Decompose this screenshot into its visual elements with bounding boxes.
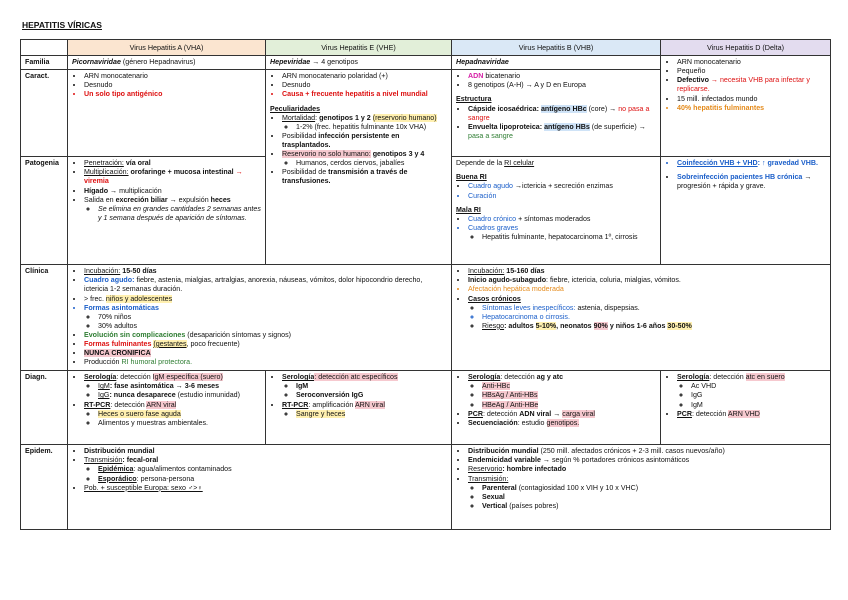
- list-item: • Cuadro crónico + síntomas moderados: [468, 215, 656, 224]
- list-item: ◦ Se elimina en grandes cantidades 2 semanas antes y 1 semana después de aparición de síntomas.: [98, 205, 261, 223]
- row-label-caract: Caract.: [21, 70, 68, 157]
- clinica-vha-vhe: [68, 265, 452, 371]
- list-item: • Un solo tipo antigénico: [84, 90, 261, 99]
- list-item: • Transmisión: fecal-oral ◦ Epidémica: agua/alimentos contaminados ◦ Esporádico: persona-persona: [84, 456, 447, 483]
- familia-vhb-name: Hepadnaviridae: [456, 58, 509, 67]
- list-item: • RT-PCR: amplificación ARN viral ◦ Sangre y heces: [282, 401, 447, 419]
- list-item: • Desnudo: [84, 81, 261, 90]
- epidem-vhb-vhd: [452, 445, 831, 530]
- row-epidem: [21, 445, 831, 530]
- patogenia-intro: Depende de la RI celular: [456, 159, 535, 168]
- list-item: • Afectación hepática moderada: [468, 285, 826, 294]
- list-item: • Cápside icosaédrica: antígeno HBc (core) → no pasa a sangre: [468, 105, 656, 123]
- list-item: • > frec. niños y adolescentes: [84, 295, 447, 304]
- row-diagn: [21, 371, 831, 445]
- list-item: ◦ Seroconversión IgG: [296, 391, 447, 400]
- hepatitis-table: [20, 39, 831, 530]
- list-item: • Distribución mundial (250 mill. afectados crónicos + 2-3 mill. casos nuevos/año): [468, 447, 826, 456]
- list-item: • Hígado → multiplicación: [84, 187, 261, 196]
- list-item: • Cuadro agudo →ictericia + secreción enzimas: [468, 182, 656, 191]
- list-item: ◦ 30% adultos: [98, 322, 447, 331]
- list-item: • Envuelta lipoproteica: antígeno HBs (de superficie) → pasa a sangre: [468, 123, 656, 141]
- list-item: • Formas fulminantes (gestantes, poco frecuente): [84, 340, 447, 349]
- list-item: ◦ IgM: fase asintomática → 3-6 meses: [98, 382, 261, 391]
- list-item: ◦ Vertical (países pobres): [482, 502, 826, 511]
- list-item: ◦ Hepatitis fulminante, hepatocarcinoma 1º, cirrosis: [482, 233, 656, 242]
- header-row: [21, 40, 831, 56]
- list-item: • RT-PCR: detección ARN viral ◦ Heces o suero fase aguda ◦ Alimentos y muestras ambientales.: [84, 401, 261, 428]
- caract-vha: [68, 70, 266, 157]
- estructura-label: Estructura: [456, 95, 492, 104]
- list-item: ◦ Síntomas leves inespecíficos: astenia, dispepsias.: [482, 304, 826, 313]
- list-item: • ADN bicatenario: [468, 72, 656, 81]
- list-item: • PCR: detección ADN viral → carga viral: [468, 410, 656, 419]
- list-item: • Cuadros graves ◦ Hepatitis fulminante, hepatocarcinoma 1º, cirrosis: [468, 224, 656, 242]
- list-item: • Serología: detección ag y atc ◦ Anti-HBc ◦ HBsAg / Anti-HBs ◦ HBeAg / Anti-HBe: [468, 373, 656, 409]
- list-item: ◦ Hepatocarcinoma o cirrosis.: [482, 313, 826, 322]
- header-vha: Virus Hepatitis A (VHA): [68, 40, 266, 56]
- familia-vhb: [452, 56, 661, 70]
- list-item: ◦ IgM: [296, 382, 447, 391]
- list-item: • ARN monocatenario polaridad (+): [282, 72, 447, 81]
- list-item: • Serología: detección atc específicos ◦ IgM ◦ Seroconversión IgG: [282, 373, 447, 400]
- list-item: ◦ HBsAg / Anti-HBs: [482, 391, 656, 400]
- familia-vhe-rest: → 4 genotipos: [312, 58, 358, 67]
- list-item: • Formas asintomáticas ◦ 70% niños ◦ 30% adultos: [84, 304, 447, 331]
- list-item: • Evolución sin complicaciones (desaparición síntomas y signos): [84, 331, 447, 340]
- row-label-diagn: Diagn.: [21, 371, 68, 445]
- list-item: • Transmisión: ◦ Parenteral (contagiosidad 100 x VIH y 10 x VHC) ◦ Sexual ◦ Vertical (países pobres): [468, 475, 826, 511]
- row-label-epidem: Epidem.: [21, 445, 68, 530]
- list-item: • Desnudo: [282, 81, 447, 90]
- list-item: ◦ Esporádico: persona-persona: [98, 475, 447, 484]
- list-item: • NUNCA CRONIFICA: [84, 349, 447, 358]
- list-item: • Multiplicación: orofaringe + mucosa intestinal → viremia: [84, 168, 261, 186]
- familia-vha: [68, 56, 266, 70]
- list-item: • Inicio agudo-subagudo: fiebre, ictericia, coluria, mialgias, vómitos.: [468, 276, 826, 285]
- list-item: ◦ IgG: nunca desaparece (estudio inmunidad): [98, 391, 261, 400]
- list-item: ◦ Ac VHD: [691, 382, 826, 391]
- familia-vhe: [266, 56, 452, 70]
- list-item: ◦ Sexual: [482, 493, 826, 502]
- list-item: • Distribución mundial: [84, 447, 447, 456]
- list-item: • 15 mill. infectados mundo: [677, 95, 826, 104]
- list-item: • Penetración: vía oral: [84, 159, 261, 168]
- diagn-vhe: [266, 371, 452, 445]
- diagn-vha: [68, 371, 266, 445]
- list-item: • Casos crónicos ◦ Síntomas leves inespecíficos: astenia, dispepsias. ◦ Hepatocarcinoma o cirrosis. ◦ Riesgo: adultos 5-10%, neonatos 90% y niños 1-6 años 30-50%: [468, 295, 826, 331]
- list-item: • Causa + frecuente hepatitis a nivel mundial: [282, 90, 447, 99]
- list-item: • 40% hepatitis fulminantes: [677, 104, 826, 113]
- list-item: ◦ Anti-HBc: [482, 382, 656, 391]
- clinica-vhb-vhd: [452, 265, 831, 371]
- list-item: • Pob. + susceptible Europa: sexo ♂>♀: [84, 484, 447, 493]
- row-clinica: [21, 265, 831, 371]
- list-item: • 8 genotipos (A-H) → A y D en Europa: [468, 81, 656, 90]
- list-item: ◦ IgM: [691, 401, 826, 410]
- mala-ri-label: Mala RI: [456, 205, 481, 214]
- patogenia-vhd: [661, 157, 831, 265]
- list-item: • Serología: detección IgM específica (suero) ◦ IgM: fase asintomática → 3-6 meses ◦ IgG: nunca desaparece (estudio inmunidad): [84, 373, 261, 400]
- caract-vhb: [452, 70, 661, 157]
- list-item: ◦ IgG: [691, 391, 826, 400]
- header-vhe: Virus Hepatitis E (VHE): [266, 40, 452, 56]
- row-label-familia: Familia: [21, 56, 68, 70]
- row-familia: [21, 56, 831, 70]
- patogenia-vhb: [452, 157, 661, 265]
- list-item: • Posibilidad infección persistente en trasplantados.: [282, 132, 447, 150]
- list-item: • Reservorio: hombre infectado: [468, 465, 826, 474]
- list-item: • Incubación: 15-50 días: [84, 267, 447, 276]
- header-vhb: Virus Hepatitis B (VHB): [452, 40, 661, 56]
- peculiaridades-label: Peculiaridades: [270, 104, 321, 113]
- row-label-clinica: Clínica: [21, 265, 68, 371]
- familia-vha-name: Picornaviridae: [72, 58, 121, 67]
- list-item: • ARN monocatenario: [677, 58, 826, 67]
- caract-vhd: [661, 56, 831, 157]
- list-item: • Endemicidad variable → según % portadores crónicos asintomáticos: [468, 456, 826, 465]
- list-item: ◦ Riesgo: adultos 5-10%, neonatos 90% y niños 1-6 años 30-50%: [482, 322, 826, 331]
- caract-vhe: [266, 70, 452, 265]
- list-item: • Mortalidad: genotipos 1 y 2 (reservorio humano) ◦ 1-2% (frec. hepatitis fulminante 10x VHA): [282, 114, 447, 132]
- list-item: ◦ HBeAg / Anti-HBe: [482, 401, 656, 410]
- list-item: ◦ Parenteral (contagiosidad 100 x VIH y 10 x VHC): [482, 484, 826, 493]
- list-item: • Producción RI humoral protectora.: [84, 358, 447, 367]
- list-item: • Incubación: 15-160 días: [468, 267, 826, 276]
- list-item: • Reservorio no solo humano: genotipos 3 y 4 ◦ Humanos, cerdos ciervos, jabalíes: [282, 150, 447, 168]
- list-item: • Pequeño: [677, 67, 826, 76]
- list-item: • PCR: detección ARN VHD: [677, 410, 826, 419]
- list-item: • Salida en excreción biliar → expulsión heces ◦ Se elimina en grandes cantidades 2 semanas antes y 1 semana después de aparición de síntomas.: [84, 196, 261, 223]
- list-item: ◦ Heces o suero fase aguda: [98, 410, 261, 419]
- buena-ri-label: Buena RI: [456, 173, 487, 182]
- list-item: • Sobreinfección pacientes HB crónica → progresión + rápida y grave.: [677, 173, 826, 191]
- diagn-vhb: [452, 371, 661, 445]
- list-item: • Defectivo → necesita VHB para infectar y replicarse.: [677, 76, 826, 94]
- list-item: • ARN monocatenario: [84, 72, 261, 81]
- list-item: ◦ Epidémica: agua/alimentos contaminados: [98, 465, 447, 474]
- list-item: • Curación: [468, 192, 656, 201]
- epidem-vha-vhe: [68, 445, 452, 530]
- page-title: HEPATITIS VÍRICAS: [22, 20, 102, 30]
- header-vhd: Virus Hepatitis D (Delta): [661, 40, 831, 56]
- header-empty: [21, 40, 68, 56]
- list-item: • Secuenciación: estudio genotipos.: [468, 419, 656, 428]
- list-item: ◦ 70% niños: [98, 313, 447, 322]
- list-item: • Posibilidad de transmisión a través de transfusiones.: [282, 168, 447, 186]
- list-item: ◦ Sangre y heces: [296, 410, 447, 419]
- list-item: ◦ Humanos, cerdos ciervos, jabalíes: [296, 159, 447, 168]
- list-item: • Serología: detección atc en suero ◦ Ac VHD ◦ IgG ◦ IgM: [677, 373, 826, 409]
- list-item: ◦ Alimentos y muestras ambientales.: [98, 419, 261, 428]
- list-item: • Coinfección VHB + VHD: ↑ gravedad VHB.: [677, 159, 826, 168]
- familia-vha-rest: (género Hepadnavirus): [122, 58, 196, 67]
- patogenia-vha: [68, 157, 266, 265]
- familia-vhe-name: Hepeviridae: [270, 58, 311, 67]
- list-item: • Cuadro agudo: fiebre, astenia, mialgias, artralgias, anorexia, náuseas, vómitos, dolor hipocondrio derecho, ictericia 1-2 semanas duración.: [84, 276, 447, 294]
- list-item: ◦ 1-2% (frec. hepatitis fulminante 10x VHA): [296, 123, 447, 132]
- diagn-vhd: [661, 371, 831, 445]
- row-label-patogenia: Patogenia: [21, 157, 68, 265]
